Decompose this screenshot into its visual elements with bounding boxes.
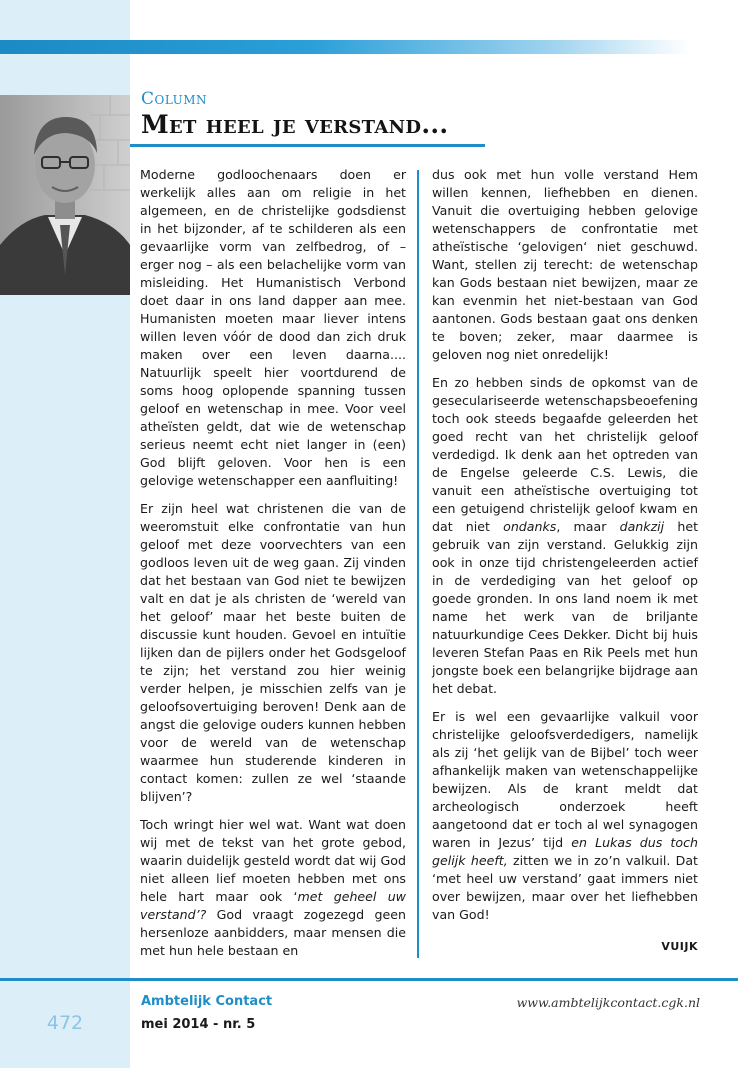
paragraph: Er is wel een gevaarlijke valkuil voor christelijke geloofsverdedigers, namelijk als zij ‘het gelijk van de Bijbel’ toch weer afhankelijk maken van wetenschappelijke bewijzen. Als de krant meldt dat archeologisch onderzoek heeft aangetoond dat er toch al wel synagogen waren in Jezus’ tijd en Lukas dus toch gelijk heeft, zitten we in zo’n valkuil. Dat ‘met heel uw verstand’ gaat immers niet over bewijzen, maar over het liefhebben van God! bbox=[432, 709, 698, 922]
paragraph: Moderne godloochenaars doen er werkelijk alles aan om religie in het algemeen, en de christelijke godsdienst in het bijzonder, af te schilderen als een gevaarlijke vorm van zelfbedrog, of – erger nog – als een belachelijke vorm van misleiding. Het Humanistisch Verbond doet daar in ons land dapper aan mee. Humanisten moeten maar liever intens willen leven vóór de dood dan zich druk maken over een leven daarna.... Natuurlijk speelt hier voortdurend de soms hoog oplopende spanning tussen geloof en wetenschap in mee. Voor veel atheïsten geldt, dat wie de wetenschap serieus neemt echt niet langer in (een) God blijft geloven. Voor hen is een gelovige wetenschapper een aanfluiting! bbox=[140, 167, 406, 488]
article-column-right bbox=[432, 166, 698, 934]
magazine-name: Ambtelijk Contact bbox=[141, 994, 273, 1009]
page-number: 472 bbox=[46, 1012, 84, 1034]
italic-word: ondanks bbox=[503, 519, 557, 534]
footer-rule bbox=[0, 978, 738, 981]
title-underline bbox=[130, 144, 485, 147]
article-title: Met heel je verstand... bbox=[141, 110, 449, 139]
top-gradient-bar bbox=[0, 40, 690, 54]
paragraph: En zo hebben sinds de opkomst van de geseculariseerde wetenschapsbeoefening toch ook steeds begaafde geleerden het goed recht van het christelijk geloof verdedigd. Ik denk aan het optreden van de Engelse geleerde C.S. Lewis, die vanuit een atheïstische overtuiging tot een getuigend christelijk geloof kwam en dat niet ondanks, maar dankzij het gebruik van zijn verstand. Gelukkig zijn ook in onze tijd christengeleerden actief in de verdediging van het geloof op goede gronden. In ons land noem ik met name het werk van de briljante natuurkundige Cees Dekker. Dicht bij huis leveren Stefan Paas en Rik Peels met hun jongste boek een belangrijke bijdrage aan het debat. bbox=[432, 375, 699, 696]
italic-quote: met geheel uw verstand’? bbox=[140, 889, 406, 922]
column-kicker: Column bbox=[141, 89, 208, 109]
paragraph: Er zijn heel wat christenen die van de weeromstuit elke confrontatie van hun geloof met deze voorvechters van een godloos leven uit de weg gaan. Zij vinden dat het bestaan van God niet te bewijzen valt en dat je als christen de ‘wereld van het geloof’ maar het beste buiten de discussie kunt houden. Gevoel en intuïtie lijken dan de pijlers onder het Godsgeloof te zijn; het verstand zou hier weinig verder helpen, je misschien zelfs van je geloofsovertuiging beroven! Denk aan de angst die gelovige ouders kunnen hebben voor de wereld van de wetenschap waarmee hun studerende kinderen in contact komen: zullen ze wel ‘staande blijven’? bbox=[140, 501, 406, 804]
article-column-left bbox=[140, 166, 406, 970]
italic-word: dankzij bbox=[619, 519, 665, 534]
italic-phrase: en Lukas dus toch gelijk heeft, bbox=[432, 835, 698, 868]
column-divider bbox=[417, 170, 419, 958]
portrait-image bbox=[0, 95, 130, 295]
website-link[interactable]: www.ambtelijkcontact.cgk.nl bbox=[516, 995, 700, 1010]
author-photo bbox=[0, 95, 130, 295]
paragraph: Toch wringt hier wel wat. Want wat doen wij met de tekst van het grote gebod, waarin duidelijk gesteld wordt dat wij God niet alleen lief moeten hebben met ons hele hart maar ook ‘met geheel uw verstand’? God vraagt zogezegd geen hersenloze aanbidders, maar mensen die met hun hele bestaan en bbox=[140, 817, 406, 958]
author-signature: VUIJK bbox=[661, 940, 698, 953]
issue-info: mei 2014 - nr. 5 bbox=[141, 1017, 256, 1032]
paragraph: dus ook met hun volle verstand Hem willen kennen, liefhebben en dienen. Vanuit die overtuiging hebben gelovige wetenschappers de confrontatie met atheïstische ‘gelovigen‘ niet geschuwd. Want, stellen zij terecht: de wetenschap kan Gods bestaan niet bewijzen, maar ze kan evenmin het niet-bestaan van God aantonen. Gods bestaan gaat ons denken te boven; zeker, maar daarmee is geloven nog niet onredelijk! bbox=[432, 167, 698, 362]
